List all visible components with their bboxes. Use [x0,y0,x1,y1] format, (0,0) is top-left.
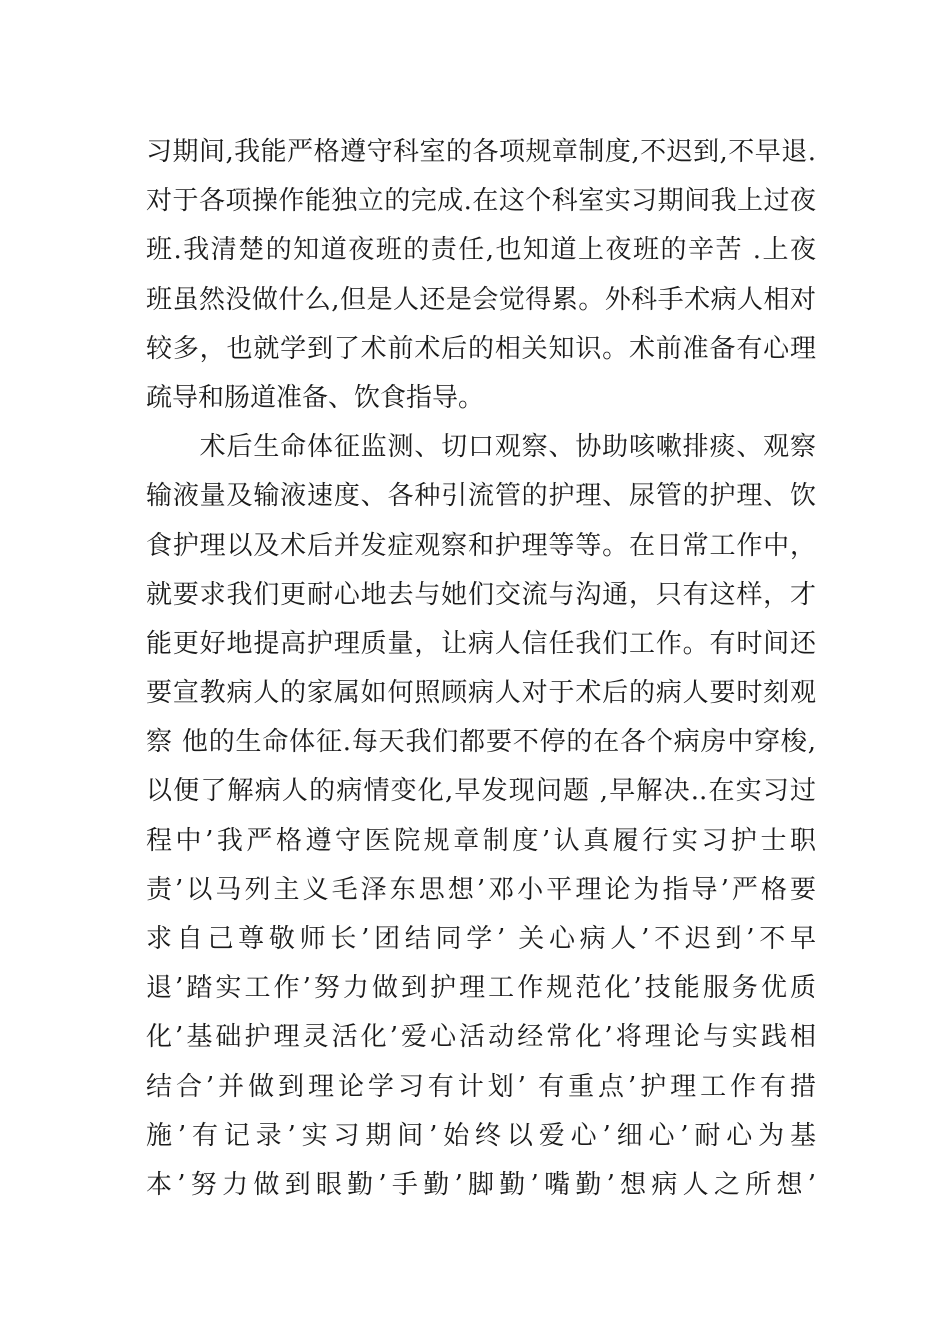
text-line: 退’踏实工作’努力做到护理工作规范化’技能服务优质 [146,973,816,1004]
text-line: 食护理以及术后并发症观察和护理等等。在日常工作中， [146,530,816,561]
body-text [146,128,816,1210]
text-line: 结合’并做到理论学习有计划’ 有重点’护理工作有措 [146,1071,816,1102]
text-line: 程中’我严格遵守医院规章制度’认真履行实习护士职 [146,825,816,856]
text-line: 对于各项操作能独立的完成.在这个科室实习期间我上过夜 [146,186,816,217]
text-line: 责’以马列主义毛泽东思想’邓小平理论为指导’严格要 [146,874,816,905]
text-line: 较多，也就学到了术前术后的相关知识。术前准备有心理 [146,333,816,364]
text-line: 化’基础护理灵活化’爱心活动经常化’将理论与实践相 [146,1022,816,1053]
text-line: 就要求我们更耐心地去与她们交流与沟通，只有这样，才 [146,579,816,610]
text-line: 习期间,我能严格遵守科室的各项规章制度,不迟到,不早退. [146,137,816,167]
text-line: 班虽然没做什么,但是人还是会觉得累。外科手术病人相对 [146,284,816,315]
text-line: 要宣教病人的家属如何照顾病人对于术后的病人要时刻观 [146,678,816,709]
text-line: 能更好地提高护理质量，让病人信任我们工作。有时间还 [146,628,816,659]
text-line: 本’努力做到眼勤’手勤’脚勤’嘴勤’想病人之所想’ [146,1169,816,1200]
text-line: 班.我清楚的知道夜班的责任,也知道上夜班的辛苦 .上夜 [146,235,816,266]
text-line: 察 他的生命体征.每天我们都要不停的在各个病房中穿梭, [146,727,816,758]
text-line: 求自己尊敬师长’团结同学’ 关心病人’不迟到’不早 [146,924,816,954]
text-line: 施’有记录’实习期间’始终以爱心’细心’耐心为基 [146,1120,816,1151]
text-line: 输液量及输液速度、各种引流管的护理、尿管的护理、饮 [146,481,816,512]
paragraph-start-line: 术后生命体征监测、切口观察、协助咳嗽排痰、观察 [146,432,816,463]
text-line: 以便了解病人的病情变化,早发现问题 ,早解决..在实习过 [146,776,816,807]
text-line: 疏导和肠道准备、饮食指导。 [146,382,485,413]
